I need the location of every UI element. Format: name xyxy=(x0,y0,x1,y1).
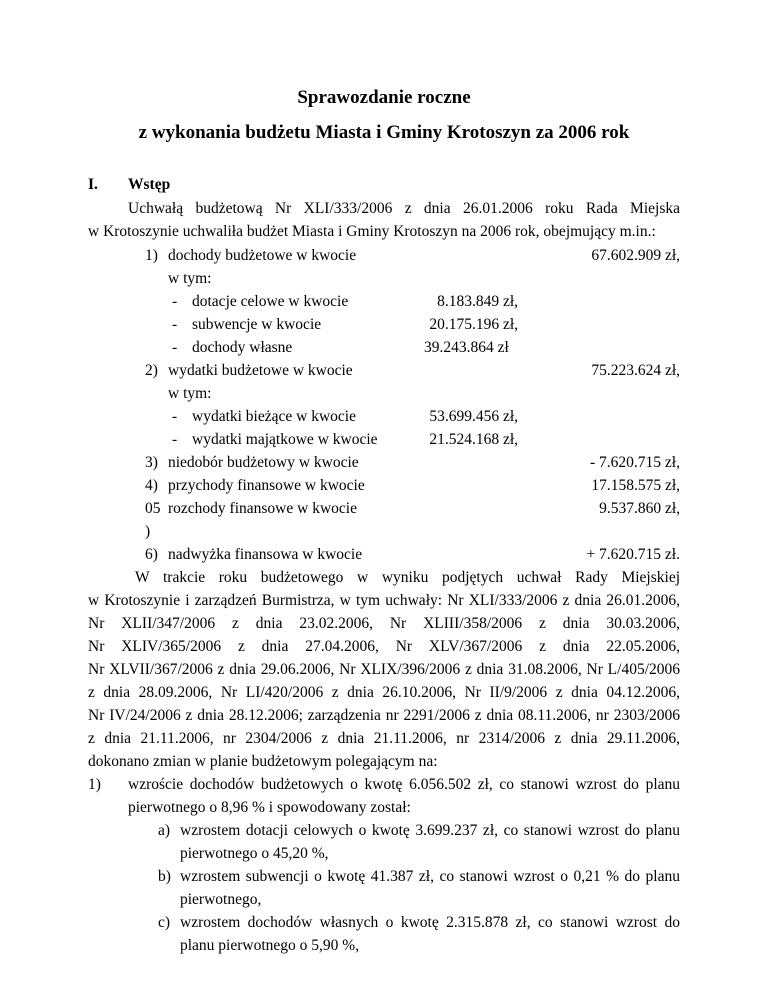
item-value: 9.537.860 zł, xyxy=(599,500,680,517)
item-number: - xyxy=(172,339,178,356)
section-heading: Wstęp xyxy=(128,176,171,193)
item-label: subwencje w kwocie xyxy=(192,316,322,333)
change-line-1: wzroście dochodów budżetowych o kwotę 6.056.502 zł, co stanowi wzrost do planu xyxy=(128,776,680,793)
subitem-letter: a) xyxy=(158,822,171,839)
item-label: rozchody finansowe w kwocie xyxy=(168,500,357,517)
item-label: wydatki bieżące w kwocie xyxy=(192,408,356,425)
subitem-line-1: wzrostem dotacji celowych o kwotę 3.699.237 zł, co stanowi wzrost do planu xyxy=(180,822,680,839)
subitem-line-2: planu pierwotnego o 5,90 %, xyxy=(180,937,360,954)
item-label: dotacje celowe w kwocie xyxy=(192,293,349,310)
item-label: w tym: xyxy=(168,385,212,402)
item-number: 2) xyxy=(145,362,158,379)
change-line-2: pierwotnego o 8,96 % i spowodowany został: xyxy=(128,799,411,816)
paragraph-line: dokonano zmian w planie budżetowym polegającym na: xyxy=(88,753,438,770)
paragraph-line: Nr XLVII/367/2006 z dnia 29.06.2006, Nr XLIX/396/2006 z dnia 31.08.2006, Nr L/405/2006 xyxy=(88,661,680,678)
item-number: ) xyxy=(145,523,151,540)
subitem-line-2: pierwotnego, xyxy=(180,891,262,908)
item-number: 3) xyxy=(145,454,158,471)
paragraph-line: Nr XLIV/365/2006 z dnia 27.04.2006, Nr XLV/367/2006 z dnia 22.05.2006, xyxy=(88,638,680,655)
item-number: 1) xyxy=(145,247,158,264)
item-label: dochody budżetowe w kwocie xyxy=(168,247,357,264)
item-value: 53.699.456 zł, xyxy=(429,408,518,425)
subitem-line-1: wzrostem dochodów własnych o kwotę 2.315.878 zł, co stanowi wzrost do xyxy=(180,914,680,931)
item-value: 17.158.575 zł, xyxy=(591,477,680,494)
item-value: 75.223.624 zł, xyxy=(591,362,680,379)
item-label: w tym: xyxy=(168,270,212,287)
item-number: - xyxy=(172,316,178,333)
item-value: 21.524.168 zł, xyxy=(429,431,518,448)
item-label: przychody finansowe w kwocie xyxy=(168,477,365,494)
subitem-line-1: wzrostem subwencji o kwotę 41.387 zł, co stanowi wzrost o 0,21 % do planu xyxy=(180,868,680,885)
title-line-2: z wykonania budżetu Miasta i Gminy Krotoszyn za 2006 rok xyxy=(138,122,630,143)
paragraph-line: z dnia 21.11.2006, nr 2304/2006 z dnia 21.11.2006, nr 2314/2006 z dnia 29.11.2006, xyxy=(88,730,680,747)
item-number: - xyxy=(172,431,178,448)
item-value: + 7.620.715 zł. xyxy=(586,546,680,563)
subitem-letter: c) xyxy=(158,914,171,931)
paragraph-line: w Krotoszynie i zarządzeń Burmistrza, w tym uchwały: Nr XLI/333/2006 z dnia 26.01.2006, xyxy=(88,592,680,609)
item-number: 05 xyxy=(145,500,161,517)
subitem-letter: b) xyxy=(158,868,171,885)
paragraph-line: W trakcie roku budżetowego w wyniku podjętych uchwał Rady Miejskiej xyxy=(135,569,680,586)
subitem-line-2: pierwotnego o 45,20 %, xyxy=(180,845,329,862)
item-label: wydatki majątkowe w kwocie xyxy=(192,431,378,448)
change-number: 1) xyxy=(88,776,101,793)
item-number: 6) xyxy=(145,546,158,563)
paragraph-line: Nr XLII/347/2006 z dnia 23.02.2006, Nr XLIII/358/2006 z dnia 30.03.2006, xyxy=(88,615,680,632)
item-value: - 7.620.715 zł, xyxy=(590,454,680,471)
item-label: wydatki budżetowe w kwocie xyxy=(168,362,353,379)
item-value: 20.175.196 zł, xyxy=(429,316,518,333)
item-label: dochody własne xyxy=(192,339,293,356)
item-value: 8.183.849 zł, xyxy=(437,293,518,310)
intro-line-2: w Krotoszynie uchwaliła budżet Miasta i Gminy Krotoszyn na 2006 rok, obejmujący m.in.: xyxy=(88,223,656,240)
paragraph-line: z dnia 28.09.2006, Nr LI/420/2006 z dnia 26.10.2006, Nr II/9/2006 z dnia 04.12.2006, xyxy=(88,684,680,701)
item-number: - xyxy=(172,293,178,310)
item-number: - xyxy=(172,408,178,425)
item-value: 39.243.864 zł xyxy=(424,339,509,356)
section-number: I. xyxy=(88,176,98,193)
item-value: 67.602.909 zł, xyxy=(591,247,680,264)
title-line-1: Sprawozdanie roczne xyxy=(297,87,471,108)
item-label: niedobór budżetowy w kwocie xyxy=(168,454,359,471)
paragraph-line: Nr IV/24/2006 z dnia 28.12.2006; zarządzenia nr 2291/2006 z dnia 08.11.2006, nr 2303/2006 xyxy=(88,707,680,724)
item-label: nadwyżka finansowa w kwocie xyxy=(168,546,363,563)
item-number: 4) xyxy=(145,477,158,494)
intro-line-1: Uchwałą budżetową Nr XLI/333/2006 z dnia 26.01.2006 roku Rada Miejska xyxy=(128,200,680,217)
